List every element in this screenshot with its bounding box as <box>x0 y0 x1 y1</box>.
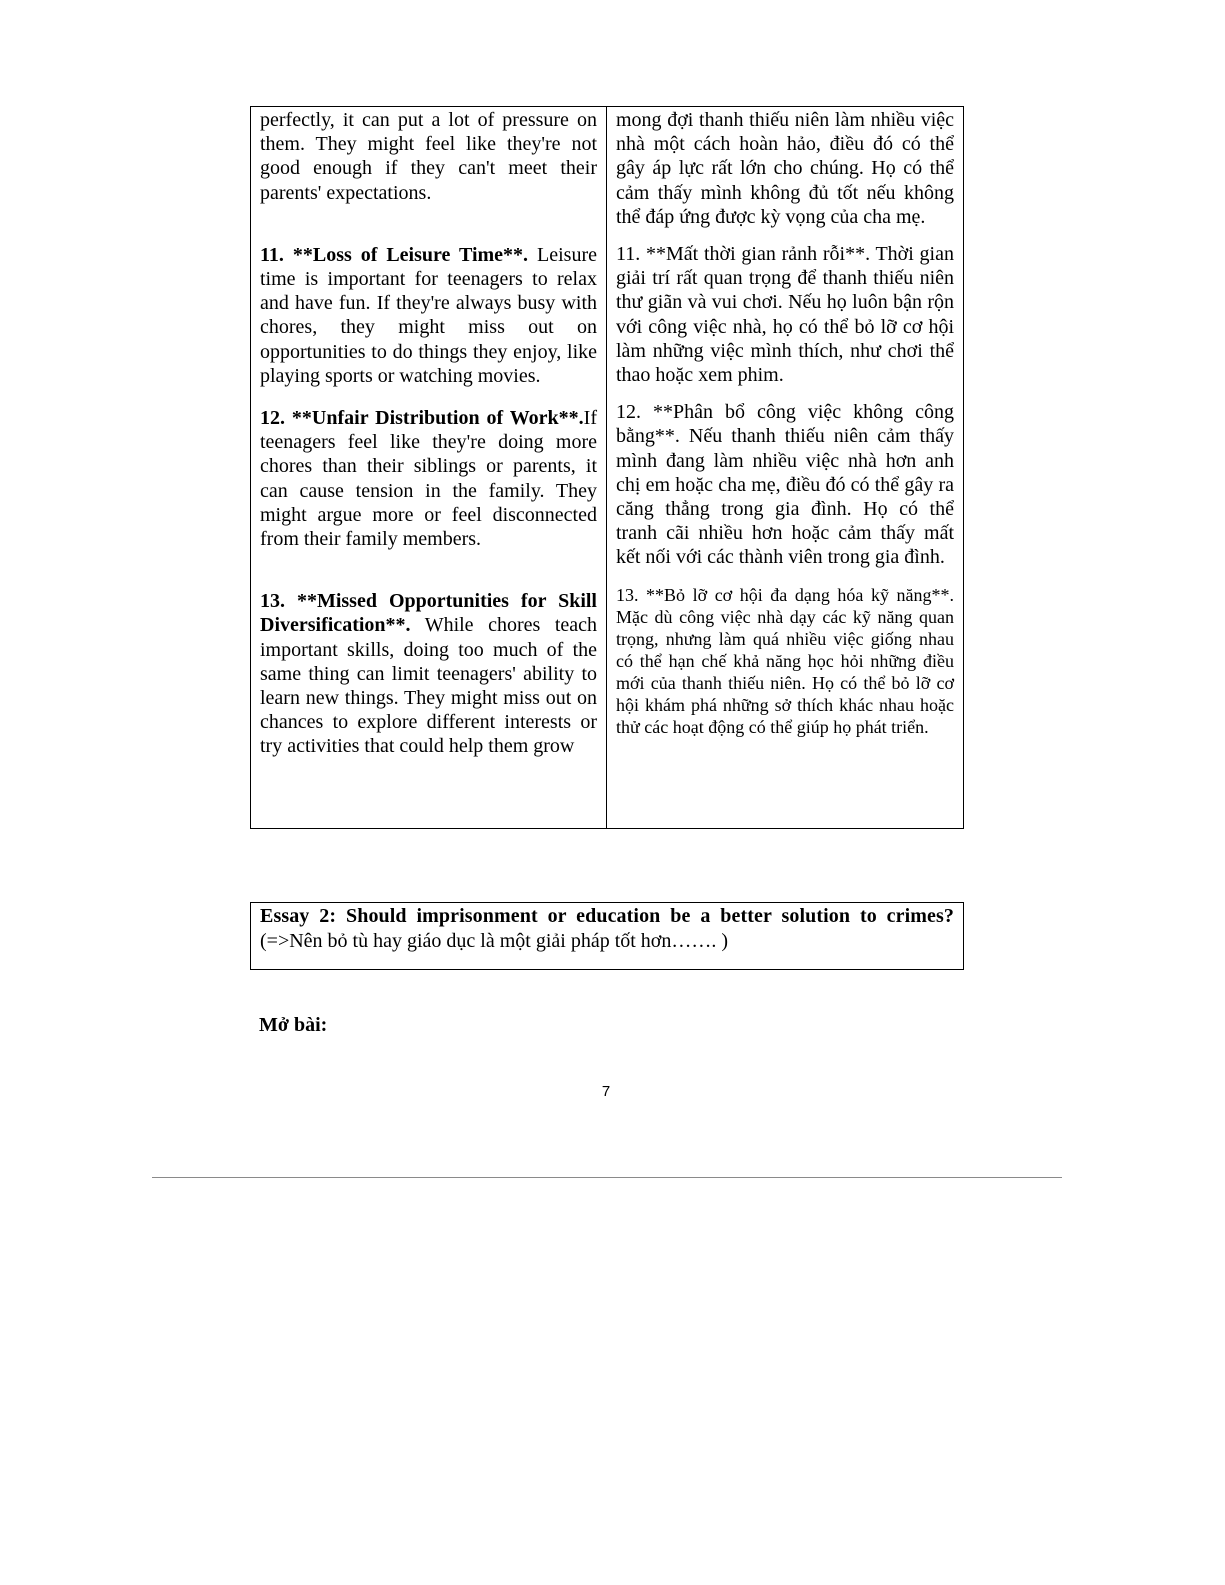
english-item-11-body: Leisure time is important for teenagers to relax and have fun. If they're always busy with chores, they might miss out on opportunities to do things they enjoy, like playing sports or watching movies. <box>260 243 597 387</box>
section-heading: Mở bài: <box>259 1014 328 1036</box>
english-item-11 <box>260 243 597 388</box>
essay-title: Essay 2: Should imprisonment or education be a better solution to crimes? <box>260 905 954 927</box>
english-item-13-body: While chores teach important skills, doing too much of the same thing can limit teenagers' ability to learn new things. They might miss out on chances to explore different interests or try activities that could help them grow <box>260 614 597 758</box>
vietnamese-item-12: 12. **Phân bổ công việc không công bằng**. Nếu thanh thiếu niên cảm thấy mình đang làm nhiều việc nhà hơn anh chị em hoặc cha mẹ, điều đó có thể gây ra căng thẳng trong gia đình. Họ có thể tranh cãi nhiều hơn hoặc cảm thấy mất kết nối với các thành viên trong gia đình. <box>616 401 954 569</box>
vietnamese-item-11: 11. **Mất thời gian rảnh rỗi**. Thời gian giải trí rất quan trọng để thanh thiếu niên thư giãn và vui chơi. Nếu họ luôn bận rộn với công việc nhà, họ có thể bỏ lỡ cơ hội làm những việc mình thích, như chơi thể thao hoặc xem phim. <box>616 243 954 387</box>
bilingual-table <box>250 106 964 829</box>
english-item-12-body: If teenagers feel like they're doing more chores than their siblings or parents, it can cause tension in the family. They might argue more or feel disconnected from their family members. <box>260 407 597 551</box>
vietnamese-intro-paragraph: mong đợi thanh thiếu niên làm nhiều việc nhà một cách hoàn hảo, điều đó có thể gây áp lực rất lớn cho chúng. Họ có thể cảm thấy mình không đủ tốt nếu không thể đáp ứng được kỳ vọng của cha mẹ. <box>616 109 954 228</box>
vietnamese-item-13: 13. **Bỏ lỡ cơ hội đa dạng hóa kỹ năng**. Mặc dù công việc nhà dạy các kỹ năng quan trọng, nhưng làm quá nhiều việc giống nhau có thể hạn chế khả năng học hỏi những điều mới của thanh thiếu niên. Họ có thể bỏ lỡ cơ hội khám phá những sở thích khác nhau hoặc thử các hoạt động có thể giúp họ phát triển. <box>616 584 954 737</box>
english-item-13-heading: 13. **Missed Opportunities for Skill Diversification**. <box>260 590 597 637</box>
vietnamese-column <box>607 107 963 828</box>
english-item-11-heading: 11. **Loss of Leisure Time**. <box>260 243 529 266</box>
essay-title-box <box>250 902 964 970</box>
english-item-13 <box>260 589 597 758</box>
essay-subtitle: (=>Nên bỏ tù hay giáo dục là một giải pháp tốt hơn……. ) <box>260 929 729 952</box>
english-item-12-heading: 12. **Unfair Distribution of Work**. <box>260 407 584 430</box>
page-number: 7 <box>601 1083 611 1100</box>
english-intro-paragraph: perfectly, it can put a lot of pressure on them. They might feel like they're not good enough if they can't meet their parents' expectations. <box>260 109 597 204</box>
english-item-12 <box>260 406 597 551</box>
english-column <box>251 107 607 828</box>
page-divider <box>152 1177 1062 1178</box>
